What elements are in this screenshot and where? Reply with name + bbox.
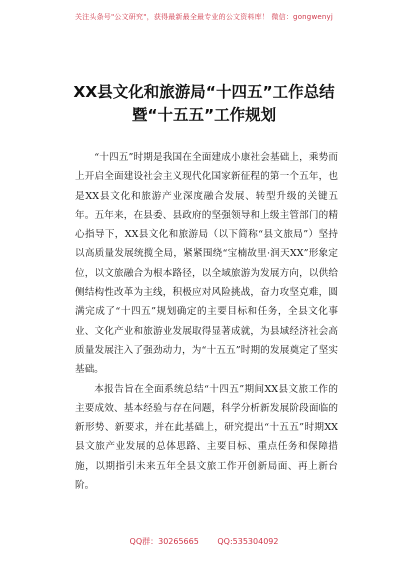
paragraph-intro: “十四五”时期是我国在全面建成小康社会基础上，乘势而上开启全面建设社会主义现代化国家新征程的第一个五年，也是XX县文化和旅游产业深度融合发展、转型升级的关键五年。五年来，在县委、县政府的坚强领导和上级主管部门的精心指导下，XX县文化和旅游局（以下简称“县文旅局”）坚持以高质量发展统揽全局，紧紧围绕“宝楠故里·润天XX”形象定位，以文旅融合为根本路径，以全域旅游为发展方向，以供给侧结构性改革为主线，积极应对风险挑战，奋力攻坚克难，圆满完成了“十四五”规划确定的主要目标和任务，全县文化事业、文化产业和旅游业发展取得显著成就，为县域经济社会高质量发展注入了强劲动力，为“十五五”时期的发展奠定了坚实基础。 xyxy=(75,152,338,376)
footer-qq: QQ:535304092 xyxy=(217,537,279,546)
footer-contact xyxy=(0,536,408,547)
document-body xyxy=(75,148,338,495)
paragraph-purpose: 本报告旨在全面系统总结“十四五”期间XX县文旅工作的主要成效、基本经验与存在问题，科学分析新发展阶段面临的新形势、新要求，并在此基础上，研究提出“十五五”时期XX县文旅产业发展的总体思路、主要目标、重点任务和保障措施，以期指引未来五年全县文旅工作开创新局面、再上新台阶。 xyxy=(75,383,338,492)
document-title-line-2: 暨“十五五”工作规划 xyxy=(131,106,277,124)
footer-qq-group: QQ群：30265665 xyxy=(129,537,199,546)
header-note: 关注头条号"公文研究"，获得最新最全最专业的公文资料库！ 微信：gongwenyj xyxy=(74,13,334,21)
document-title-line-1: XX县文化和旅游局“十四五”工作总结 xyxy=(73,83,335,101)
